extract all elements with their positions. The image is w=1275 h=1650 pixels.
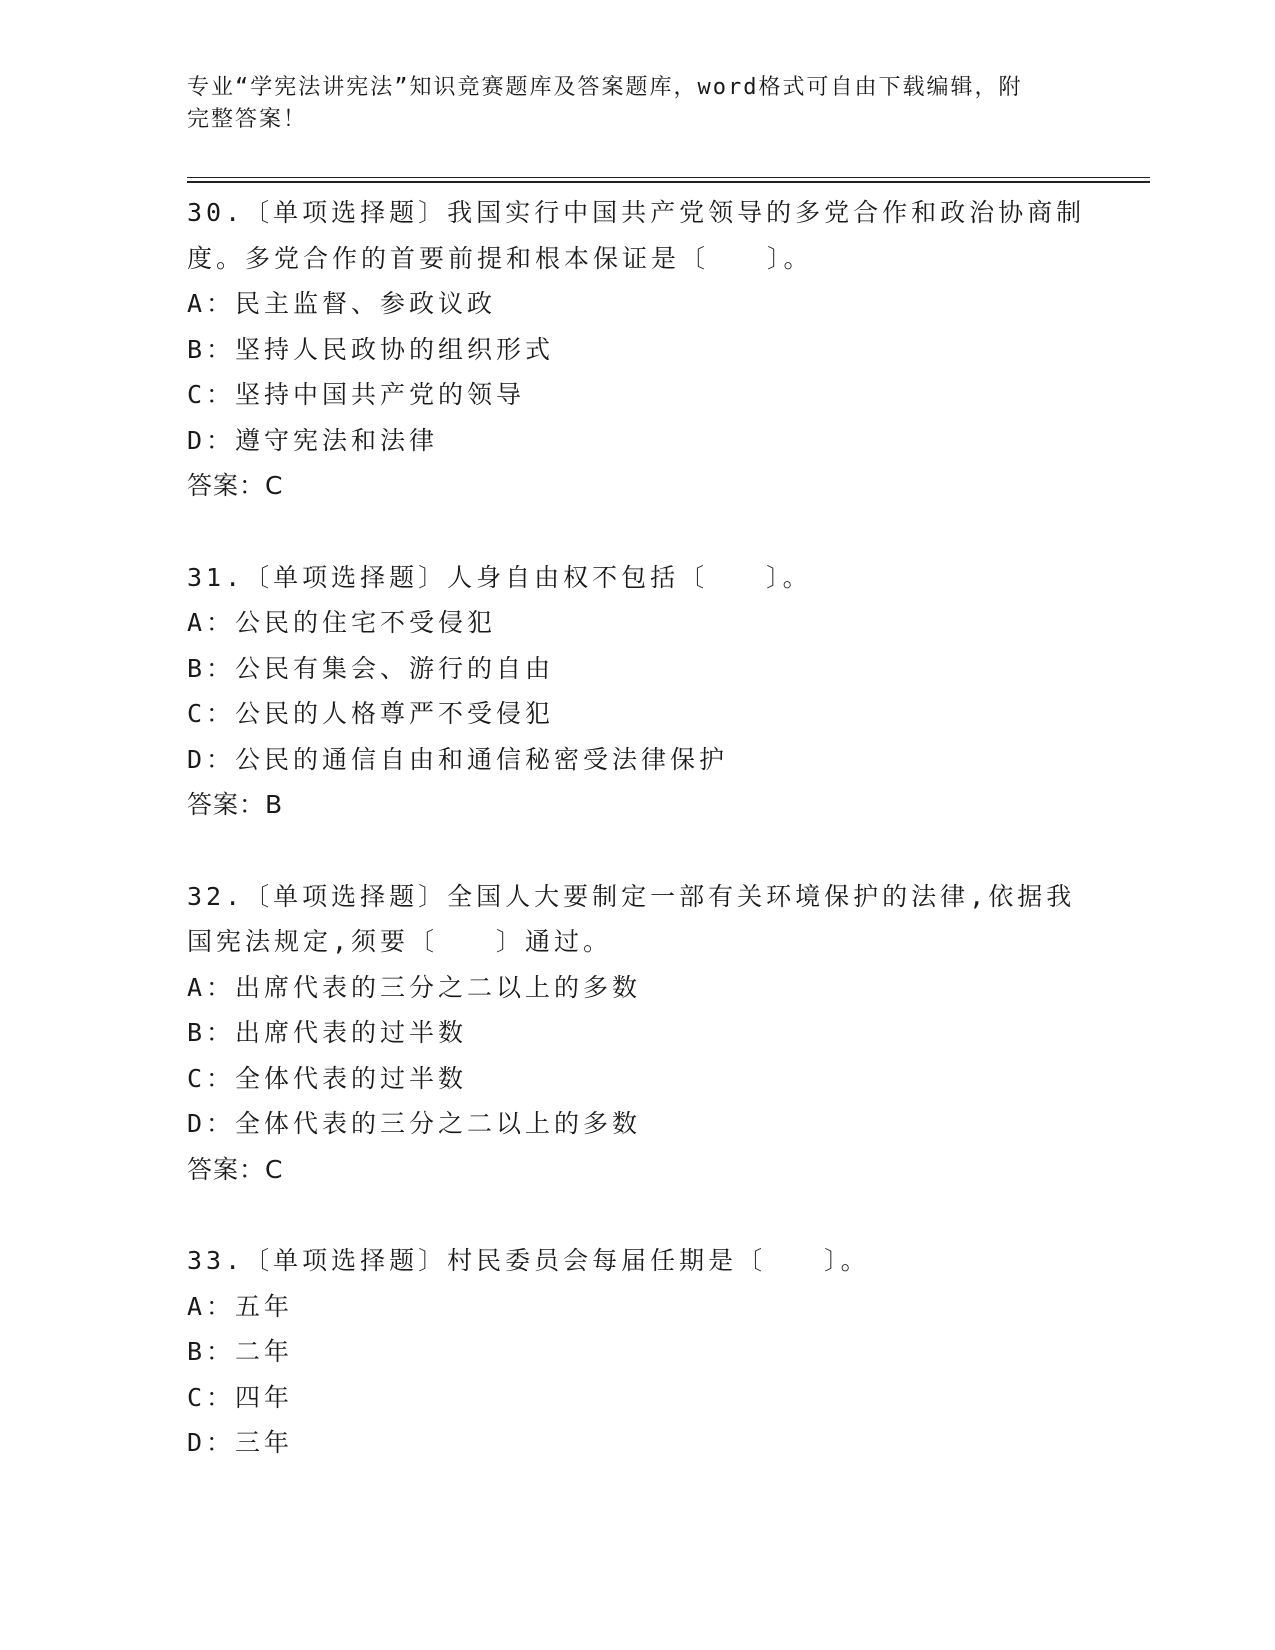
option-d: D：遵守宪法和法律 bbox=[187, 425, 439, 455]
option-d: D：公民的通信自由和通信秘密受法律保护 bbox=[187, 744, 729, 774]
question-stem-line: 32.〔单项选择题〕全国人大要制定一部有关环境保护的法律,依据我 bbox=[187, 881, 1076, 911]
question-32 bbox=[187, 874, 1087, 1193]
option-c: C：全体代表的过半数 bbox=[187, 1063, 468, 1093]
answer-line: 答案：C bbox=[187, 1154, 284, 1184]
question-stem-line: 30.〔单项选择题〕我国实行中国共产党领导的多党合作和政治协商制 bbox=[187, 198, 1086, 227]
option-d: D：全体代表的三分之二以上的多数 bbox=[187, 1109, 642, 1138]
option-a: A：五年 bbox=[187, 1291, 294, 1321]
question-stem-line: 国宪法规定,须要〔 〕通过。 bbox=[187, 927, 613, 956]
answer-line: 答案：C bbox=[187, 471, 284, 500]
option-d: D：三年 bbox=[187, 1428, 294, 1457]
question-list bbox=[187, 190, 1087, 1512]
header-line-2: 完整答案！ bbox=[187, 107, 308, 132]
option-a: A：民主监督、参政议政 bbox=[187, 289, 497, 318]
header-line-1: 专业“学宪法讲宪法”知识竞赛题库及答案题库，word格式可自由下载编辑，附 bbox=[187, 75, 1023, 100]
option-b: B：坚持人民政协的组织形式 bbox=[187, 334, 555, 364]
option-c: C：坚持中国共产党的领导 bbox=[187, 380, 526, 409]
option-b: B：公民有集会、游行的自由 bbox=[187, 653, 555, 683]
header-divider-thin bbox=[187, 177, 1150, 178]
option-b: B：二年 bbox=[187, 1337, 294, 1366]
option-c: C：四年 bbox=[187, 1382, 294, 1412]
option-a: A：出席代表的三分之二以上的多数 bbox=[187, 972, 642, 1002]
answer-line: 答案：B bbox=[187, 790, 284, 819]
question-33 bbox=[187, 1238, 1087, 1466]
option-a: A：公民的住宅不受侵犯 bbox=[187, 608, 497, 637]
question-31 bbox=[187, 555, 1087, 828]
header-divider-thick bbox=[187, 181, 1150, 183]
question-stem-line: 33.〔单项选择题〕村民委员会每届任期是〔 〕。 bbox=[187, 1246, 870, 1275]
question-30 bbox=[187, 190, 1087, 509]
question-stem-line: 31.〔单项选择题〕人身自由权不包括〔 〕。 bbox=[187, 562, 812, 592]
question-stem-line: 度。多党合作的首要前提和根本保证是〔 〕。 bbox=[187, 243, 813, 273]
document-header bbox=[187, 72, 1067, 136]
option-b: B：出席代表的过半数 bbox=[187, 1018, 468, 1047]
option-c: C：公民的人格尊严不受侵犯 bbox=[187, 699, 555, 728]
